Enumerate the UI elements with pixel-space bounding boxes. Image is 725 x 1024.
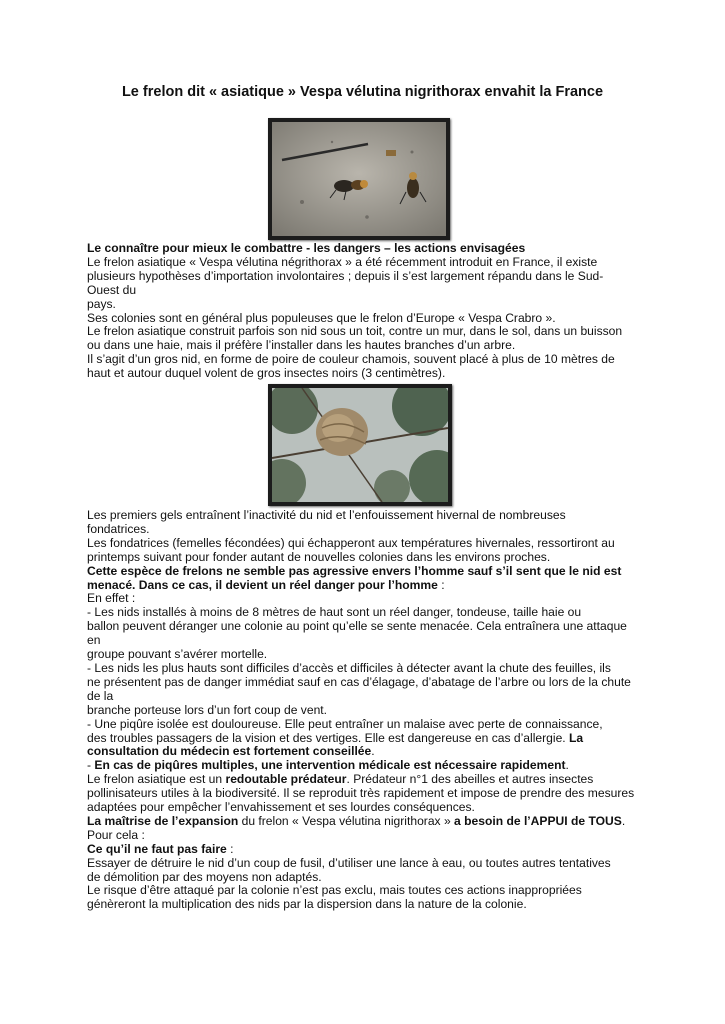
text-line [87,325,647,339]
text-run: Il s’agit d’un gros nid, en forme de poire de couleur chamois, souvent placé à plus de 10 mètres de [87,352,615,367]
text-run: fondatrices. [87,521,150,536]
page-title: Le frelon dit « asiatique » Vespa vélutina nigrithorax envahit la France [121,84,604,100]
text-run: ballon peuvent déranger une colonie au point qu’elle se sente menacée. Cela entraînera une attaque [87,619,627,634]
text-run: de la [87,688,114,703]
text-line [87,648,647,662]
text-line [87,565,647,579]
bold-run: En cas de piqûres multiples, une intervention médicale est nécessaire rapidement [94,758,566,773]
text-run: Pour cela : [87,827,145,842]
text-line [87,662,647,676]
text-run: Ouest du [87,282,137,297]
text-run: Les fondatrices (femelles fécondées) qui échapperont aux températures hivernales, ressortiront au [87,535,615,550]
text-run: plusieurs hypothèses d’importation involontaires ; depuis il s’est largement répandu dans le Sud- [87,268,604,283]
text-run: En effet : [87,591,136,606]
text-line [87,284,647,298]
text-run: Ses colonies sont en général plus populeuses que le frelon d’Europe « Vespa Crabro ». [87,310,556,325]
bold-run: a besoin de l’APPUI de TOUS [454,813,622,828]
text-line [87,871,647,885]
bold-run: consultation du médecin est fortement conseillée [87,744,372,759]
bold-run: Le connaître pour mieux le combattre - les dangers – les actions envisagées [87,241,526,255]
bold-run: La maîtrise de l’expansion [87,813,239,828]
text-run: branche porteuse lors d’un fort coup de vent. [87,702,328,717]
bold-run: Cette espèce de frelons ne semble pas agressive envers l’homme sauf s’il sent que le nid est [87,563,622,578]
text-run: du frelon « Vespa vélutina nigrithorax » [238,813,455,828]
text-line [87,857,647,871]
text-run: . Prédateur n°1 des abeilles et autres insectes [346,772,594,787]
text-line [87,312,647,326]
text-run: - Les nids installés à moins de 8 mètres de haut sont un réel danger, tondeuse, taille haie ou [87,605,582,620]
text-line [87,242,647,256]
text-line [87,537,647,551]
text-line [87,579,647,593]
text-run: printemps suivant pour fonder autant de nouvelles colonies dans les environs proches. [87,549,551,564]
text-line [87,270,647,284]
text-run: - Les nids les plus hauts sont difficiles d’accès et difficiles à détecter avant la chute des feuilles, ils [87,660,611,675]
text-run: adaptées pour empêcher l’envahissement et ses lourdes conséquences. [87,800,475,815]
text-line [87,339,647,353]
text-run: . [565,758,569,773]
text-run: Le frelon asiatique est un [87,772,226,787]
nest-photo [268,384,452,506]
text-run: - [87,758,95,773]
text-line [87,718,647,732]
text-run: Le risque d’être attaqué par la colonie n’est pas exclu, mais toutes ces actions inappropriées [87,883,582,898]
text-line [87,509,647,523]
text-line [87,634,647,648]
text-line [87,298,647,312]
text-line [87,367,647,381]
text-line [87,773,647,787]
text-line [87,620,647,634]
bold-run: redoutable prédateur [225,772,347,787]
text-line [87,690,647,704]
text-run: de démolition par des moyens non adaptés. [87,869,322,884]
text-line [87,884,647,898]
text-line [87,523,647,537]
bold-run: La [569,730,584,745]
text-run: Les premiers gels entraînent l’inactivité du nid et l’enfouissement hivernal de nombreuses [87,508,566,522]
text-run: Le frelon asiatique construit parfois son nid sous un toit, contre un mur, dans le sol, dans un buisson [87,324,623,339]
text-run: - Une piqûre isolée est douloureuse. Elle peut entraîner un malaise avec perte de connaissance, [87,716,603,731]
text-line [87,551,647,565]
text-line [87,606,647,620]
text-line [87,898,647,912]
text-line [87,829,647,843]
text-run: en [87,633,101,648]
bold-run: Ce qu’il ne faut pas faire [87,841,227,856]
text-line [87,732,647,746]
text-line [87,353,647,367]
text-line [87,787,647,801]
text-line [87,592,647,606]
text-run: . [371,744,375,759]
text-run: : [226,841,234,856]
text-line [87,704,647,718]
text-run: des troubles passagers de la vision et des vertiges. Elle est dangereuse en cas d’allergie. [87,730,570,745]
danger-text [87,509,647,912]
text-run: : [437,577,445,592]
bold-run: menacé. Dans ce cas, il devient un réel danger pour l’homme [87,577,438,592]
text-run: Essayer de détruire le nid d’un coup de fusil, d’utiliser une lance à eau, ou toutes autres tentatives [87,855,611,870]
text-run: haut et autour duquel volent de gros insectes noirs (3 centimètres). [87,366,446,381]
text-line [87,745,647,759]
text-run: ou dans une haie, mais il préfère l’installer dans les hautes branches d’un arbre. [87,338,516,353]
text-run: groupe pouvant s’avérer mortelle. [87,647,268,662]
text-line [87,676,647,690]
text-line [87,759,647,773]
text-line [87,815,647,829]
text-run: . [621,813,626,828]
text-line [87,843,647,857]
text-line [87,801,647,815]
hornets-photo [268,118,450,240]
text-line [87,256,647,270]
text-run: pollinisateurs utiles à la biodiversité. Il se reproduit très rapidement et impose de prendre des mesures [87,786,635,801]
text-run: Le frelon asiatique « Vespa vélutina négrithorax » a été récemment introduit en France, il existe [87,254,598,269]
intro-text [87,242,647,381]
text-run: génèreront la multiplication des nids par la dispersion dans la nature de la colonie. [87,897,527,912]
text-run: pays. [87,296,116,311]
text-run: ne présentent pas de danger immédiat sauf en cas d’élagage, d’abatage de l’arbre ou lors de la chute [87,674,631,689]
